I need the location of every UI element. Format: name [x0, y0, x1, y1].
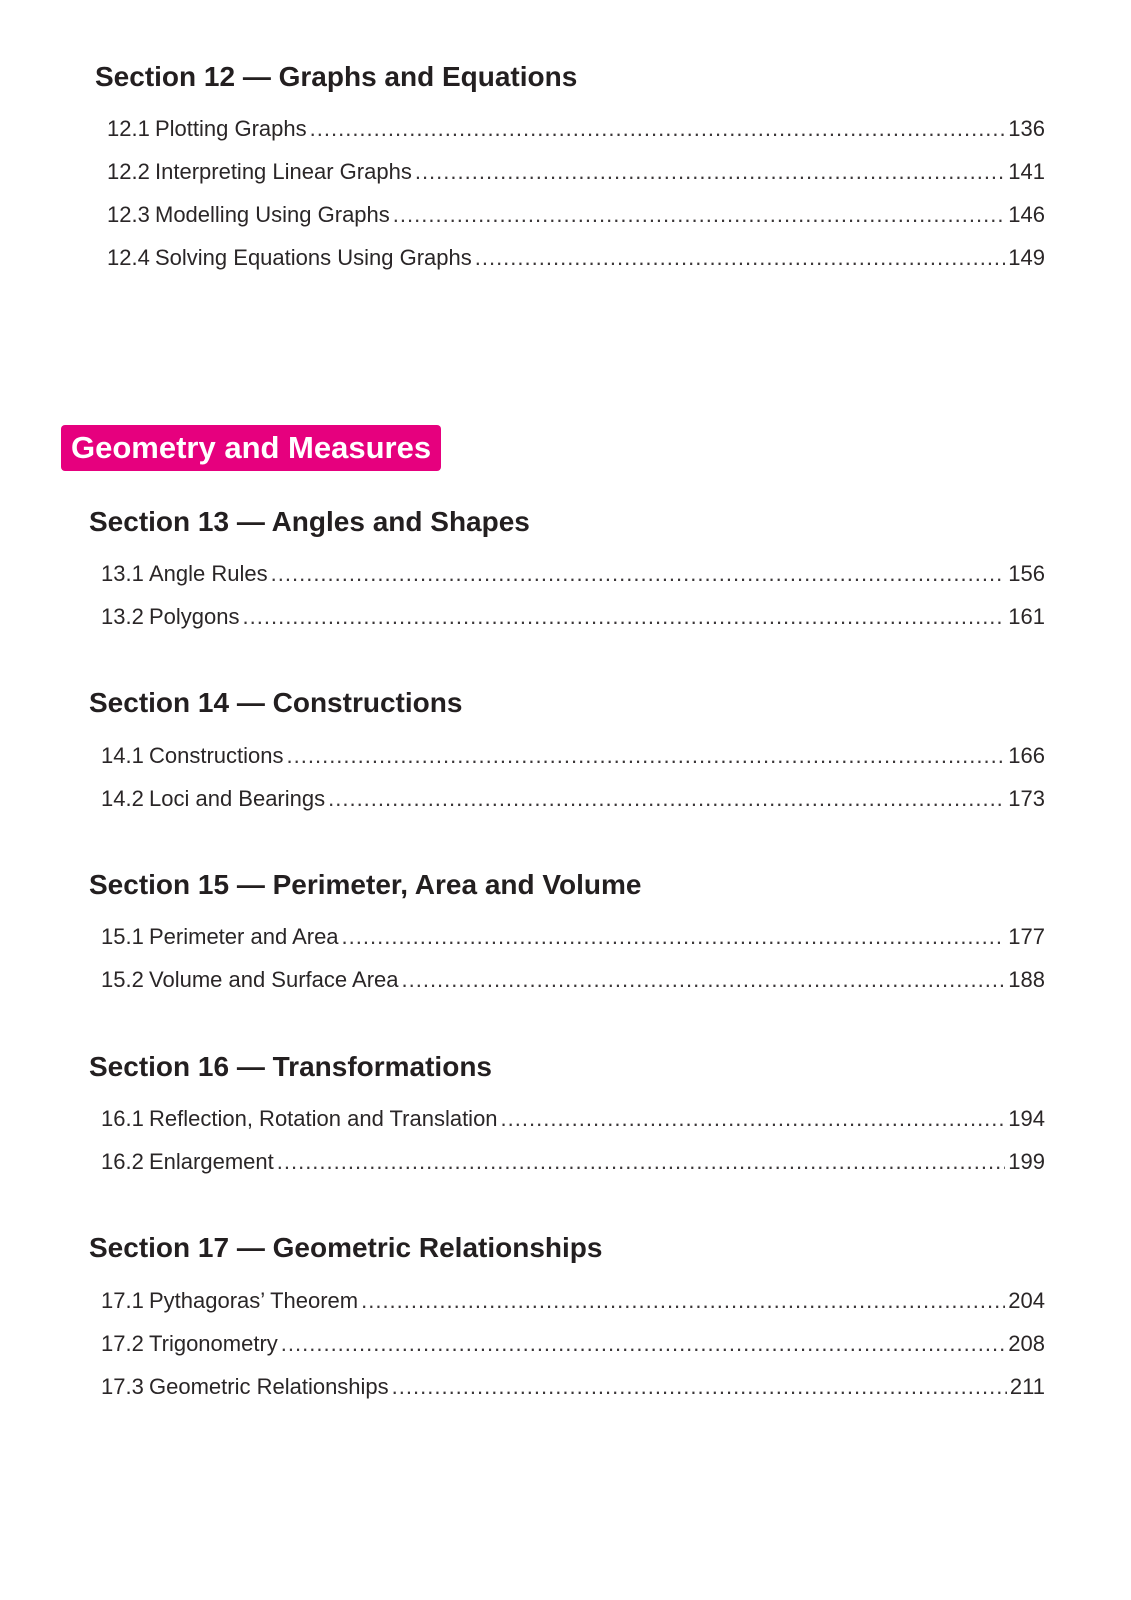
section-12-heading: Section 12 — Graphs and Equations: [95, 61, 578, 92]
toc-entry-number: 17.2: [101, 1331, 144, 1356]
toc-entry-17-1[interactable]: [101, 1286, 1045, 1316]
toc-entry-page: 173: [1008, 786, 1045, 811]
toc-entry-title: Interpreting Linear Graphs: [155, 159, 412, 184]
toc-entry-number: 16.2: [101, 1149, 144, 1174]
part-banner-geometry-and-measures: Geometry and Measures: [61, 425, 441, 471]
toc-entry-12-2[interactable]: [107, 157, 1045, 187]
toc-entry-title: Pythagoras’ Theorem: [149, 1288, 359, 1313]
dot-leader: [287, 741, 1006, 771]
toc-entry-number: 12.4: [107, 245, 150, 270]
toc-entry-title: Constructions: [149, 743, 284, 768]
dot-leader: [310, 114, 1006, 144]
toc-entry-number: 13.2: [101, 604, 144, 629]
toc-entry-title: Enlargement: [149, 1149, 274, 1174]
dot-leader: [393, 200, 1006, 230]
toc-entry-12-3[interactable]: [107, 200, 1045, 230]
toc-entry-title: Modelling Using Graphs: [155, 202, 390, 227]
toc-entry-page: 208: [1008, 1331, 1045, 1356]
toc-entry-number: 14.1: [101, 743, 144, 768]
toc-entry-page: 149: [1008, 245, 1045, 270]
dot-leader: [501, 1104, 1006, 1134]
section-13-heading: Section 13 — Angles and Shapes: [89, 506, 530, 537]
dot-leader: [402, 965, 1006, 995]
toc-entry-number: 12.3: [107, 202, 150, 227]
dot-leader: [475, 243, 1006, 273]
toc-entry-page: 156: [1008, 561, 1045, 586]
toc-entry-page: 204: [1008, 1288, 1045, 1313]
toc-entry-page: 199: [1008, 1149, 1045, 1174]
toc-entry-number: 12.2: [107, 159, 150, 184]
toc-entry-number: 15.1: [101, 924, 144, 949]
toc-entry-page: 136: [1008, 116, 1045, 141]
toc-entry-page: 141: [1008, 159, 1045, 184]
toc-entry-title: Solving Equations Using Graphs: [155, 245, 472, 270]
toc-entry-number: 13.1: [101, 561, 144, 586]
toc-entry-page: 166: [1008, 743, 1045, 768]
toc-entry-title: Plotting Graphs: [155, 116, 307, 141]
toc-entry-title: Volume and Surface Area: [149, 967, 399, 992]
toc-entry-12-4[interactable]: [107, 243, 1045, 273]
dot-leader: [361, 1286, 1005, 1316]
toc-entry-title: Reflection, Rotation and Translation: [149, 1106, 498, 1131]
toc-entry-16-2[interactable]: [101, 1147, 1045, 1177]
toc-entry-page: 188: [1008, 967, 1045, 992]
toc-entry-12-1[interactable]: [107, 114, 1045, 144]
toc-entry-number: 15.2: [101, 967, 144, 992]
toc-entry-14-2[interactable]: [101, 784, 1045, 814]
section-17-heading: Section 17 — Geometric Relationships: [89, 1232, 603, 1263]
toc-entry-17-3[interactable]: [101, 1372, 1045, 1402]
toc-entry-title: Perimeter and Area: [149, 924, 339, 949]
toc-entry-number: 16.1: [101, 1106, 144, 1131]
toc-entry-number: 17.1: [101, 1288, 144, 1313]
toc-entry-page: 211: [1009, 1374, 1045, 1399]
toc-entry-13-2[interactable]: [101, 602, 1045, 632]
toc-entry-15-1[interactable]: [101, 922, 1045, 952]
toc-entry-page: 194: [1008, 1106, 1045, 1131]
toc-entry-title: Angle Rules: [149, 561, 268, 586]
toc-entry-title: Trigonometry: [149, 1331, 278, 1356]
section-14-heading: Section 14 — Constructions: [89, 687, 463, 718]
toc-entry-number: 14.2: [101, 786, 144, 811]
toc-entry-14-1[interactable]: [101, 741, 1045, 771]
toc-entry-page: 177: [1008, 924, 1045, 949]
toc-entry-17-2[interactable]: [101, 1329, 1045, 1359]
toc-entry-13-1[interactable]: [101, 559, 1045, 589]
dot-leader: [271, 559, 1006, 589]
section-16-heading: Section 16 — Transformations: [89, 1051, 492, 1082]
toc-entry-title: Geometric Relationships: [149, 1374, 389, 1399]
dot-leader: [281, 1329, 1006, 1359]
dot-leader: [328, 784, 1005, 814]
section-15-heading: Section 15 — Perimeter, Area and Volume: [89, 869, 642, 900]
dot-leader: [243, 602, 1006, 632]
toc-entry-page: 161: [1008, 604, 1045, 629]
dot-leader: [342, 922, 1006, 952]
toc-entry-title: Polygons: [149, 604, 240, 629]
dot-leader: [415, 157, 1005, 187]
toc-entry-number: 12.1: [107, 116, 150, 141]
toc-entry-16-1[interactable]: [101, 1104, 1045, 1134]
dot-leader: [277, 1147, 1006, 1177]
toc-entry-page: 146: [1008, 202, 1045, 227]
dot-leader: [392, 1372, 1007, 1402]
toc-entry-number: 17.3: [101, 1374, 144, 1399]
toc-entry-title: Loci and Bearings: [149, 786, 326, 811]
toc-entry-15-2[interactable]: [101, 965, 1045, 995]
